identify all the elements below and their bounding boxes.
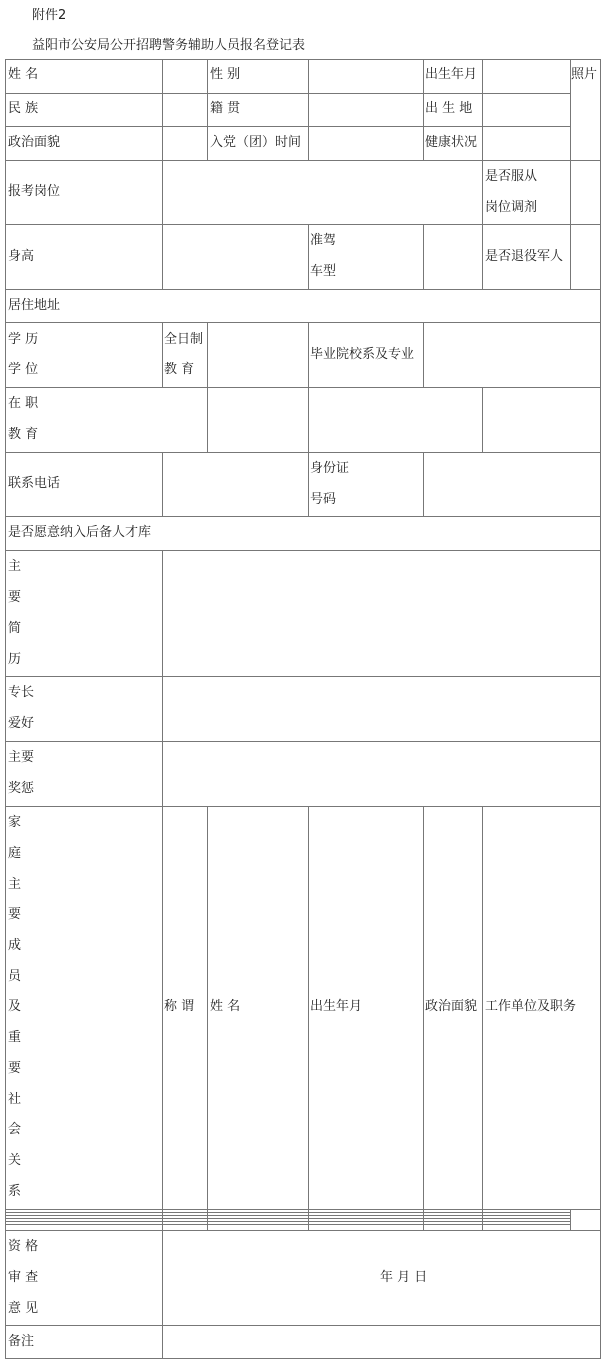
col-line [423,322,424,388]
row-line [5,806,601,807]
row-line [5,1358,601,1359]
phone-label: 联系电话 [8,476,61,491]
col-line [308,322,309,517]
col-line [570,1209,571,1231]
col-line [308,59,309,161]
native-place-label: 籍 贯 [210,101,241,116]
family-label: 员 [8,969,22,984]
row-line [5,1221,571,1222]
family-label: 系 [8,1184,22,1199]
row-line [5,550,601,551]
health-label: 健康状况 [425,135,478,150]
id-number-label: 身份证 [310,461,350,476]
row-line [5,322,601,323]
veteran-label: 是否退役军人 [485,249,564,264]
row-line [5,289,601,290]
col-line [207,59,208,161]
awards-label: 主要 [8,750,35,765]
address-label: 居住地址 [8,298,61,313]
col-line [162,452,163,516]
family-label: 成 [8,938,22,953]
col-line [482,387,483,453]
row-line [5,1224,571,1225]
name-label: 姓 名 [8,67,39,82]
col-line [162,322,163,387]
license-label: 车型 [310,264,337,279]
education-label: 学 历 [8,332,39,347]
photo-label: 照片 [571,67,598,82]
review-label: 资 格 [8,1239,39,1254]
col-line [423,452,424,517]
family-label: 社 [8,1092,22,1107]
col-line [207,322,208,453]
family-label: 要 [8,1061,22,1076]
height-label: 身高 [8,249,35,264]
row-line [5,224,601,225]
license-label: 准驾 [310,233,337,248]
col-line [162,550,163,1359]
col-line [162,59,163,290]
row-line [5,741,601,742]
col-line [5,59,6,1359]
id-number-label: 号码 [310,492,337,507]
row-line [5,1325,601,1326]
col-line [482,59,483,290]
row-line [5,126,571,127]
row-line [5,452,601,453]
birth-date-label: 出生年月 [425,67,478,82]
col-line [600,59,601,1359]
col-line [423,224,424,290]
col-line [308,806,309,1231]
review-date: 年 月 日 [380,1270,428,1285]
family-label: 重 [8,1030,22,1045]
gender-label: 性 别 [210,67,241,82]
ethnicity-label: 民 族 [8,101,39,116]
party-join-time-label: 入党（团）时间 [210,135,302,150]
row-line [5,1215,571,1216]
family-label: 关 [8,1153,22,1168]
col-line [570,59,571,290]
resume-label: 历 [8,652,22,667]
review-label: 意 见 [8,1301,39,1316]
political-status-label: 政治面貌 [8,135,61,150]
skills-label: 爱好 [8,716,35,731]
fulltime-label: 全日制 [164,332,204,347]
remarks-label: 备注 [8,1334,35,1349]
fulltime-label: 教 育 [164,362,195,377]
skills-label: 专长 [8,685,35,700]
attachment-label: 附件2 [32,8,67,23]
col-line [482,806,483,1231]
col-line [207,806,208,1231]
row-line [5,1230,601,1231]
school-major-label: 毕业院校系及专业 [310,347,415,362]
family-label: 家 [8,815,22,830]
review-label: 审 查 [8,1270,39,1285]
talent-pool-label: 是否愿意纳入后备人才库 [8,525,152,540]
obey-adjust-label: 是否服从 [485,169,538,184]
family-label: 会 [8,1122,22,1137]
row-line [5,516,601,517]
family-label: 庭 [8,846,22,861]
education-label: 学 位 [8,362,39,377]
row-line [5,1212,571,1213]
family-label: 要 [8,907,22,922]
family-col-relation: 称 谓 [164,999,195,1014]
inservice-label: 在 职 [8,396,39,411]
obey-adjust-label: 岗位调剂 [485,200,538,215]
awards-label: 奖惩 [8,781,35,796]
row-line [5,93,571,94]
position-label: 报考岗位 [8,184,61,199]
col-line [423,59,424,161]
family-col-political: 政治面貌 [425,999,478,1014]
birthplace-label: 出 生 地 [425,101,473,116]
row-line [5,160,601,161]
family-col-name: 姓 名 [210,999,241,1014]
row-line [5,676,601,677]
row-line [5,387,601,388]
row-line [5,59,601,60]
resume-label: 要 [8,590,22,605]
row-line [5,1218,571,1219]
family-col-work: 工作单位及职务 [485,999,577,1014]
family-col-birth: 出生年月 [310,999,363,1014]
col-line [308,224,309,290]
col-line [423,806,424,1231]
resume-label: 简 [8,621,22,636]
form-title: 益阳市公安局公开招聘警务辅助人员报名登记表 [32,38,306,53]
resume-label: 主 [8,559,22,574]
inservice-label: 教 育 [8,427,39,442]
family-label: 主 [8,877,22,892]
row-line [5,1209,601,1210]
family-label: 及 [8,999,22,1014]
